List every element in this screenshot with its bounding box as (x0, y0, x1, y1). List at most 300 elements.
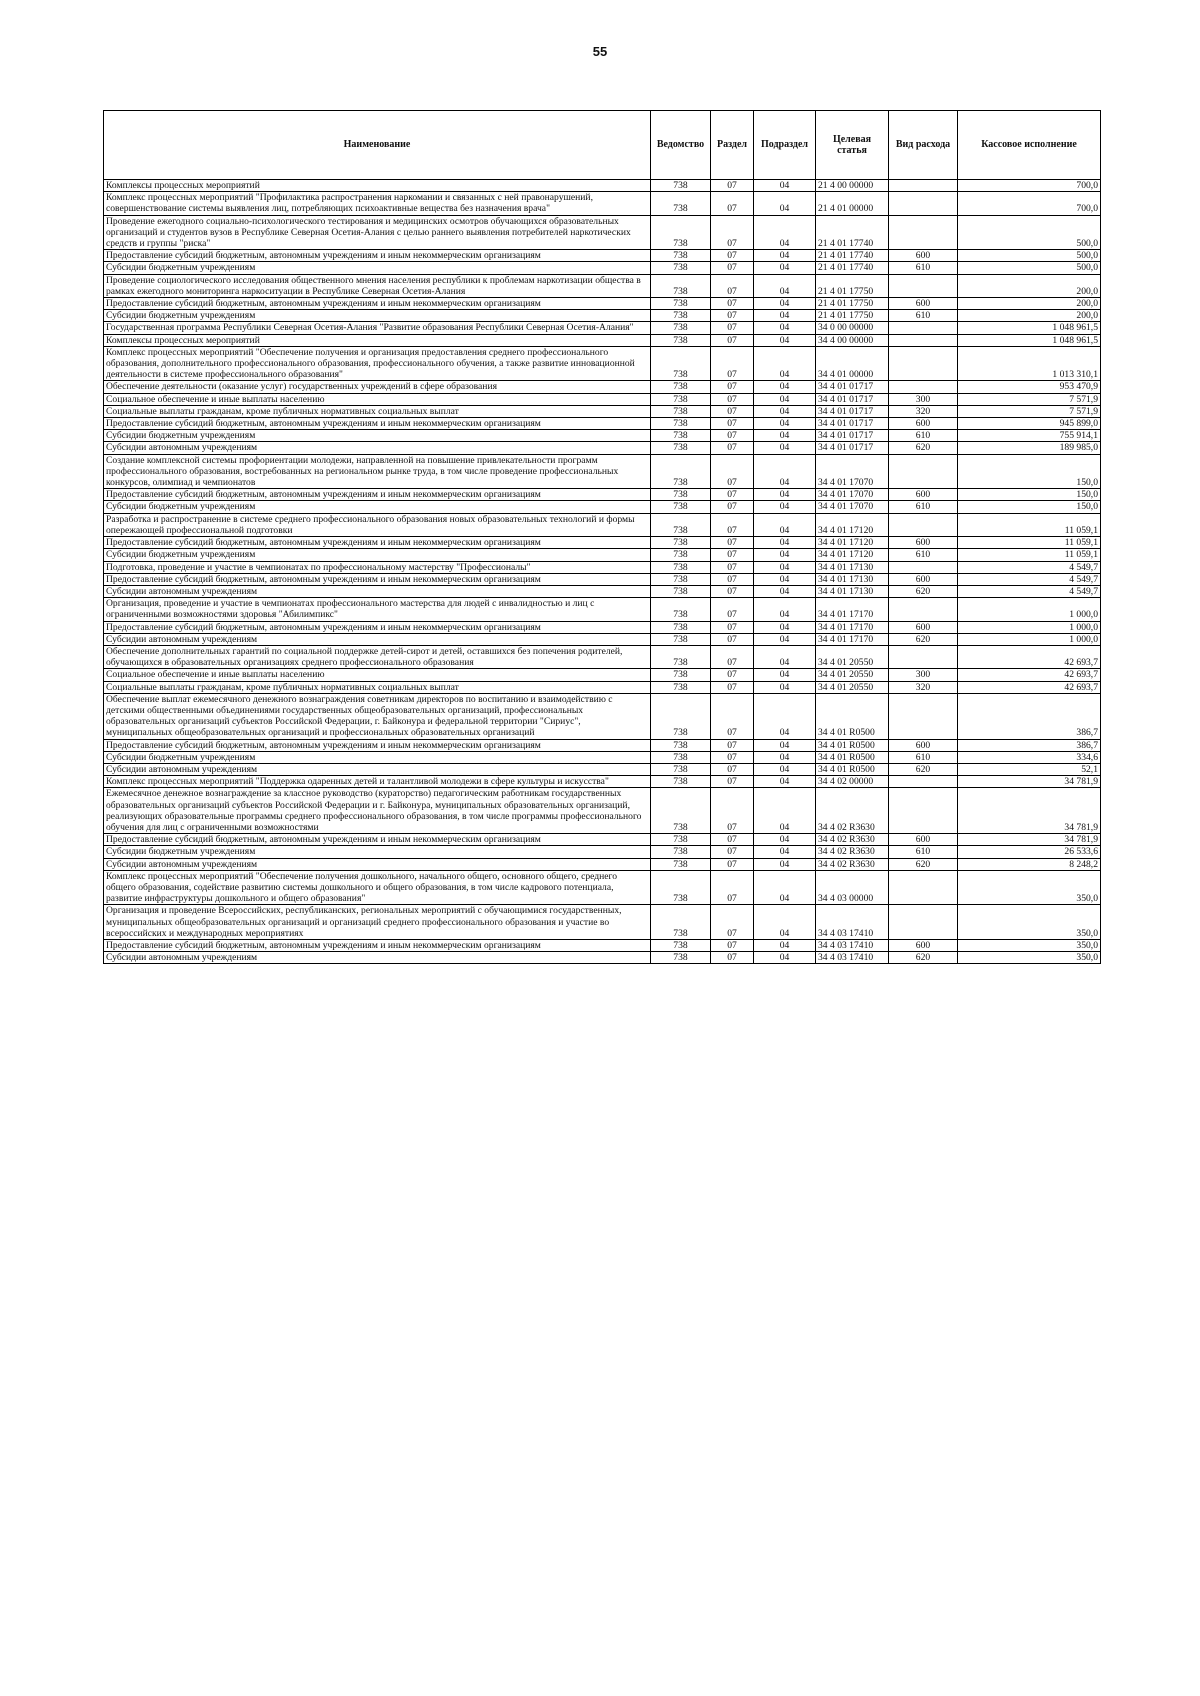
row-section: 07 (711, 180, 754, 192)
row-subsection: 04 (754, 905, 816, 940)
table-row (104, 430, 1101, 442)
row-kind: 320 (889, 405, 958, 417)
row-kind (889, 788, 958, 834)
row-amount: 34 781,9 (958, 776, 1101, 788)
row-target: 34 4 01 20550 (816, 669, 889, 681)
row-subsection: 04 (754, 645, 816, 668)
row-amount: 150,0 (958, 501, 1101, 513)
row-target: 34 0 00 00000 (816, 322, 889, 334)
row-kind (889, 693, 958, 739)
row-amount: 945 899,0 (958, 418, 1101, 430)
table-row (104, 669, 1101, 681)
row-name: Предоставление субсидий бюджетным, автономным учреждениям и иным некоммерческим организациям (104, 250, 651, 262)
table-row (104, 621, 1101, 633)
row-section: 07 (711, 537, 754, 549)
row-kind (889, 454, 958, 489)
table-row (104, 905, 1101, 940)
row-name: Предоставление субсидий бюджетным, автономным учреждениям и иным некоммерческим организациям (104, 298, 651, 310)
row-department: 738 (651, 215, 711, 250)
table-row (104, 693, 1101, 739)
row-department: 738 (651, 776, 711, 788)
header-amount: Кассовое исполнение (958, 111, 1101, 180)
row-subsection: 04 (754, 763, 816, 775)
row-name: Ежемесячное денежное вознаграждение за классное руководство (кураторство) педагогическим работникам государственных образовательных организаций субъектов Российской Федерации и г. Байконура, муниципальных образовательных организаций, реализующих образовательные программы среднего профессионального образования, в том числе программы профессионального обучения для лиц с ограниченными возможностями (104, 788, 651, 834)
row-name: Социальные выплаты гражданам, кроме публичных нормативных социальных выплат (104, 405, 651, 417)
row-kind: 620 (889, 442, 958, 454)
row-name: Проведение ежегодного социально-психологического тестирования и медицинских осмотров обучающихся образовательных организаций и студентов вузов в Республике Северная Осетия-Алания с целью раннего выявления потребителей наркотических средств и группы "риска" (104, 215, 651, 250)
table-row (104, 418, 1101, 430)
table-row (104, 549, 1101, 561)
table-row (104, 598, 1101, 621)
table-row (104, 952, 1101, 964)
row-kind: 600 (889, 834, 958, 846)
row-section: 07 (711, 442, 754, 454)
row-kind (889, 870, 958, 905)
row-section: 07 (711, 274, 754, 297)
row-section: 07 (711, 262, 754, 274)
row-department: 738 (651, 598, 711, 621)
table-row (104, 681, 1101, 693)
row-kind (889, 192, 958, 215)
row-department: 738 (651, 262, 711, 274)
row-amount: 42 693,7 (958, 645, 1101, 668)
row-section: 07 (711, 633, 754, 645)
row-target: 34 4 03 17410 (816, 952, 889, 964)
row-kind: 300 (889, 669, 958, 681)
row-kind: 600 (889, 489, 958, 501)
row-kind (889, 513, 958, 536)
row-name: Организация и проведение Всероссийских, республиканских, региональных мероприятий с обучающимися государственных, муниципальных общеобразовательных организаций и организаций среднего профессионального образования и участие во всероссийских и международных мероприятиях (104, 905, 651, 940)
row-name: Субсидии автономным учреждениям (104, 763, 651, 775)
row-target: 21 4 01 17750 (816, 310, 889, 322)
row-target: 34 4 01 R0500 (816, 763, 889, 775)
row-name: Подготовка, проведение и участие в чемпионатах по профессиональному мастерству "Профессионалы" (104, 561, 651, 573)
row-department: 738 (651, 669, 711, 681)
row-department: 738 (651, 633, 711, 645)
row-department: 738 (651, 274, 711, 297)
header-subsection: Подраздел (754, 111, 816, 180)
row-amount: 350,0 (958, 952, 1101, 964)
row-department: 738 (651, 858, 711, 870)
row-kind: 300 (889, 393, 958, 405)
row-amount: 150,0 (958, 489, 1101, 501)
row-subsection: 04 (754, 346, 816, 381)
row-amount: 42 693,7 (958, 669, 1101, 681)
row-department: 738 (651, 846, 711, 858)
row-department: 738 (651, 940, 711, 952)
row-name: Субсидии автономным учреждениям (104, 442, 651, 454)
row-amount: 350,0 (958, 940, 1101, 952)
row-name: Субсидии бюджетным учреждениям (104, 310, 651, 322)
row-section: 07 (711, 298, 754, 310)
row-department: 738 (651, 405, 711, 417)
row-subsection: 04 (754, 430, 816, 442)
row-amount: 953 470,9 (958, 381, 1101, 393)
row-section: 07 (711, 776, 754, 788)
row-kind (889, 776, 958, 788)
row-name: Разработка и распространение в системе среднего профессионального образования новых образовательных технологий и формы опережающей профессиональной подготовки (104, 513, 651, 536)
row-amount: 7 571,9 (958, 393, 1101, 405)
table-row (104, 858, 1101, 870)
row-subsection: 04 (754, 322, 816, 334)
row-subsection: 04 (754, 751, 816, 763)
row-section: 07 (711, 739, 754, 751)
row-kind: 600 (889, 250, 958, 262)
row-section: 07 (711, 681, 754, 693)
row-target: 34 4 02 R3630 (816, 788, 889, 834)
row-section: 07 (711, 585, 754, 597)
table-row (104, 537, 1101, 549)
row-name: Предоставление субсидий бюджетным, автономным учреждениям и иным некоммерческим организациям (104, 834, 651, 846)
row-department: 738 (651, 834, 711, 846)
row-section: 07 (711, 621, 754, 633)
row-subsection: 04 (754, 381, 816, 393)
row-subsection: 04 (754, 598, 816, 621)
table-row (104, 298, 1101, 310)
row-section: 07 (711, 192, 754, 215)
row-kind (889, 334, 958, 346)
row-name: Социальное обеспечение и иные выплаты населению (104, 669, 651, 681)
row-subsection: 04 (754, 621, 816, 633)
row-kind: 610 (889, 310, 958, 322)
row-target: 34 4 02 R3630 (816, 858, 889, 870)
row-kind: 610 (889, 430, 958, 442)
row-subsection: 04 (754, 739, 816, 751)
table-row (104, 870, 1101, 905)
row-subsection: 04 (754, 180, 816, 192)
row-target: 21 4 01 17750 (816, 274, 889, 297)
row-target: 34 4 01 17130 (816, 585, 889, 597)
row-section: 07 (711, 501, 754, 513)
row-section: 07 (711, 489, 754, 501)
row-amount: 200,0 (958, 310, 1101, 322)
row-target: 34 4 01 01717 (816, 393, 889, 405)
header-target: Целевая статья (816, 111, 889, 180)
row-kind: 600 (889, 621, 958, 633)
row-target: 34 4 01 20550 (816, 645, 889, 668)
row-section: 07 (711, 418, 754, 430)
row-amount: 500,0 (958, 262, 1101, 274)
row-subsection: 04 (754, 393, 816, 405)
row-name: Субсидии бюджетным учреждениям (104, 262, 651, 274)
table-row (104, 215, 1101, 250)
row-amount: 1 048 961,5 (958, 334, 1101, 346)
row-name: Субсидии автономным учреждениям (104, 858, 651, 870)
row-amount: 26 533,6 (958, 846, 1101, 858)
row-amount: 34 781,9 (958, 834, 1101, 846)
row-department: 738 (651, 346, 711, 381)
row-section: 07 (711, 405, 754, 417)
row-kind: 600 (889, 573, 958, 585)
row-subsection: 04 (754, 192, 816, 215)
row-target: 34 4 01 01717 (816, 430, 889, 442)
row-subsection: 04 (754, 537, 816, 549)
row-department: 738 (651, 381, 711, 393)
row-section: 07 (711, 751, 754, 763)
row-department: 738 (651, 250, 711, 262)
row-kind: 620 (889, 858, 958, 870)
row-amount: 1 000,0 (958, 621, 1101, 633)
row-amount: 42 693,7 (958, 681, 1101, 693)
row-target: 21 4 01 17740 (816, 250, 889, 262)
row-name: Предоставление субсидий бюджетным, автономным учреждениям и иным некоммерческим организациям (104, 537, 651, 549)
row-kind (889, 346, 958, 381)
table-row (104, 489, 1101, 501)
row-subsection: 04 (754, 633, 816, 645)
row-target: 34 4 01 01717 (816, 381, 889, 393)
row-subsection: 04 (754, 776, 816, 788)
row-kind (889, 598, 958, 621)
row-subsection: 04 (754, 298, 816, 310)
row-name: Субсидии бюджетным учреждениям (104, 430, 651, 442)
row-amount: 4 549,7 (958, 585, 1101, 597)
row-subsection: 04 (754, 405, 816, 417)
row-department: 738 (651, 537, 711, 549)
row-name: Комплекс процессных мероприятий "Обеспечение получения дошкольного, начального общего, основного общего, среднего общего образования, содействие развитию системы дошкольного и общего образования, в том числе кадрового потенциала, развитие инфраструктуры дошкольного и общего образования" (104, 870, 651, 905)
table-row (104, 454, 1101, 489)
row-amount: 11 059,1 (958, 537, 1101, 549)
row-section: 07 (711, 334, 754, 346)
row-name: Обеспечение дополнительных гарантий по социальной поддержке детей-сирот и детей, оставшихся без попечения родителей, обучающихся в образовательных организациях среднего профессионального образования (104, 645, 651, 668)
row-amount: 1 000,0 (958, 633, 1101, 645)
row-target: 34 4 03 17410 (816, 940, 889, 952)
row-name: Комплексы процессных мероприятий (104, 334, 651, 346)
table-row (104, 442, 1101, 454)
row-section: 07 (711, 549, 754, 561)
row-kind (889, 180, 958, 192)
row-section: 07 (711, 430, 754, 442)
row-name: Субсидии бюджетным учреждениям (104, 751, 651, 763)
row-name: Субсидии автономным учреждениям (104, 585, 651, 597)
row-department: 738 (651, 180, 711, 192)
row-kind (889, 322, 958, 334)
table-row (104, 393, 1101, 405)
row-subsection: 04 (754, 250, 816, 262)
row-amount: 4 549,7 (958, 573, 1101, 585)
row-target: 34 4 00 00000 (816, 334, 889, 346)
row-kind (889, 561, 958, 573)
row-section: 07 (711, 788, 754, 834)
row-department: 738 (651, 693, 711, 739)
row-amount: 500,0 (958, 215, 1101, 250)
row-section: 07 (711, 905, 754, 940)
row-department: 738 (651, 442, 711, 454)
row-target: 34 4 01 17170 (816, 598, 889, 621)
row-amount: 52,1 (958, 763, 1101, 775)
row-department: 738 (651, 418, 711, 430)
header-kind: Вид расхода (889, 111, 958, 180)
table-row (104, 180, 1101, 192)
row-kind: 600 (889, 298, 958, 310)
row-section: 07 (711, 454, 754, 489)
row-kind: 620 (889, 763, 958, 775)
table-row (104, 940, 1101, 952)
row-department: 738 (651, 681, 711, 693)
row-amount: 1 048 961,5 (958, 322, 1101, 334)
row-subsection: 04 (754, 834, 816, 846)
row-target: 34 4 01 01717 (816, 405, 889, 417)
header-department: Ведомство (651, 111, 711, 180)
row-subsection: 04 (754, 681, 816, 693)
row-subsection: 04 (754, 262, 816, 274)
row-department: 738 (651, 573, 711, 585)
row-name: Комплекс процессных мероприятий "Поддержка одаренных детей и талантливой молодежи в сфере культуры и искусства" (104, 776, 651, 788)
row-subsection: 04 (754, 310, 816, 322)
row-department: 738 (651, 192, 711, 215)
table-row (104, 501, 1101, 513)
row-department: 738 (651, 739, 711, 751)
row-target: 34 4 01 R0500 (816, 751, 889, 763)
row-section: 07 (711, 573, 754, 585)
row-subsection: 04 (754, 788, 816, 834)
row-amount: 755 914,1 (958, 430, 1101, 442)
row-amount: 200,0 (958, 274, 1101, 297)
row-subsection: 04 (754, 454, 816, 489)
row-section: 07 (711, 693, 754, 739)
row-name: Предоставление субсидий бюджетным, автономным учреждениям и иным некоммерческим организациям (104, 940, 651, 952)
table-row (104, 192, 1101, 215)
row-kind: 620 (889, 585, 958, 597)
row-section: 07 (711, 952, 754, 964)
row-amount: 386,7 (958, 693, 1101, 739)
row-target: 21 4 01 17740 (816, 262, 889, 274)
row-kind: 610 (889, 549, 958, 561)
row-amount: 1 000,0 (958, 598, 1101, 621)
row-name: Предоставление субсидий бюджетным, автономным учреждениям и иным некоммерческим организациям (104, 489, 651, 501)
row-subsection: 04 (754, 549, 816, 561)
row-kind: 610 (889, 846, 958, 858)
row-name: Организация, проведение и участие в чемпионатах профессионального мастерства для людей с инвалидностью и лиц с ограниченными возможностями здоровья "Абилимпикс" (104, 598, 651, 621)
row-target: 34 4 01 17170 (816, 633, 889, 645)
row-target: 34 4 02 R3630 (816, 834, 889, 846)
row-subsection: 04 (754, 846, 816, 858)
row-department: 738 (651, 501, 711, 513)
row-department: 738 (651, 322, 711, 334)
row-department: 738 (651, 310, 711, 322)
table-row (104, 310, 1101, 322)
table-row (104, 250, 1101, 262)
row-target: 21 4 01 17740 (816, 215, 889, 250)
row-subsection: 04 (754, 215, 816, 250)
row-kind (889, 215, 958, 250)
page-number: 55 (592, 44, 608, 59)
row-target: 34 4 01 17120 (816, 513, 889, 536)
row-subsection: 04 (754, 693, 816, 739)
row-department: 738 (651, 645, 711, 668)
row-department: 738 (651, 393, 711, 405)
row-kind: 600 (889, 418, 958, 430)
row-section: 07 (711, 858, 754, 870)
row-target: 34 4 01 17070 (816, 489, 889, 501)
row-subsection: 04 (754, 418, 816, 430)
row-name: Обеспечение выплат ежемесячного денежного вознаграждения советникам директоров по воспитанию и взаимодействию с детскими общественными объединениями государственных общеобразовательных организаций, профессиональных образовательных организаций субъектов Российской Федерации, г. Байконура и федеральной территории "Сириус", муниципальных общеобразовательных организаций и профессиональных образовательных организаций (104, 693, 651, 739)
table-row (104, 776, 1101, 788)
row-subsection: 04 (754, 573, 816, 585)
row-section: 07 (711, 846, 754, 858)
row-target: 34 4 01 01717 (816, 418, 889, 430)
row-kind: 600 (889, 537, 958, 549)
row-kind: 600 (889, 739, 958, 751)
row-department: 738 (651, 298, 711, 310)
row-amount: 8 248,2 (958, 858, 1101, 870)
row-department: 738 (651, 763, 711, 775)
row-department: 738 (651, 334, 711, 346)
row-subsection: 04 (754, 858, 816, 870)
table-row (104, 788, 1101, 834)
row-target: 34 4 01 17130 (816, 573, 889, 585)
row-section: 07 (711, 834, 754, 846)
row-kind: 620 (889, 952, 958, 964)
row-amount: 150,0 (958, 454, 1101, 489)
row-subsection: 04 (754, 442, 816, 454)
row-kind (889, 274, 958, 297)
row-section: 07 (711, 346, 754, 381)
row-amount: 386,7 (958, 739, 1101, 751)
row-subsection: 04 (754, 585, 816, 597)
row-section: 07 (711, 763, 754, 775)
table-row (104, 405, 1101, 417)
row-department: 738 (651, 430, 711, 442)
row-name: Предоставление субсидий бюджетным, автономным учреждениям и иным некоммерческим организациям (104, 418, 651, 430)
row-name: Субсидии автономным учреждениям (104, 952, 651, 964)
row-kind: 600 (889, 940, 958, 952)
row-section: 07 (711, 513, 754, 536)
row-name: Социальные выплаты гражданам, кроме публичных нормативных социальных выплат (104, 681, 651, 693)
row-kind (889, 905, 958, 940)
row-name: Предоставление субсидий бюджетным, автономным учреждениям и иным некоммерческим организациям (104, 621, 651, 633)
row-subsection: 04 (754, 669, 816, 681)
table-row (104, 633, 1101, 645)
row-amount: 34 781,9 (958, 788, 1101, 834)
row-department: 738 (651, 905, 711, 940)
row-target: 34 4 01 R0500 (816, 739, 889, 751)
row-department: 738 (651, 751, 711, 763)
row-name: Создание комплексной системы профориентации молодежи, направленной на повышение привлекательности программ профессионального образования, востребованных на региональном рынке труда, в том числе проведение профессиональных конкурсов, олимпиад и чемпионатов (104, 454, 651, 489)
row-amount: 334,6 (958, 751, 1101, 763)
row-name: Социальное обеспечение и иные выплаты населению (104, 393, 651, 405)
table-row (104, 739, 1101, 751)
row-amount: 189 985,0 (958, 442, 1101, 454)
row-department: 738 (651, 788, 711, 834)
row-name: Субсидии бюджетным учреждениям (104, 549, 651, 561)
table-row (104, 834, 1101, 846)
table-row (104, 751, 1101, 763)
row-kind: 620 (889, 633, 958, 645)
row-kind: 610 (889, 501, 958, 513)
table-row (104, 763, 1101, 775)
row-subsection: 04 (754, 561, 816, 573)
row-name: Обеспечение деятельности (оказание услуг) государственных учреждений в сфере образования (104, 381, 651, 393)
row-target: 34 4 02 00000 (816, 776, 889, 788)
table-row (104, 585, 1101, 597)
row-target: 21 4 01 00000 (816, 192, 889, 215)
row-section: 07 (711, 250, 754, 262)
row-subsection: 04 (754, 940, 816, 952)
row-section: 07 (711, 561, 754, 573)
row-section: 07 (711, 215, 754, 250)
row-amount: 500,0 (958, 250, 1101, 262)
header-name: Наименование (104, 111, 651, 180)
row-target: 34 4 01 R0500 (816, 693, 889, 739)
table-row (104, 561, 1101, 573)
row-target: 34 4 01 17120 (816, 549, 889, 561)
table-row (104, 513, 1101, 536)
table-row (104, 334, 1101, 346)
row-target: 34 4 01 20550 (816, 681, 889, 693)
table-row (104, 346, 1101, 381)
row-subsection: 04 (754, 952, 816, 964)
row-target: 34 4 02 R3630 (816, 846, 889, 858)
